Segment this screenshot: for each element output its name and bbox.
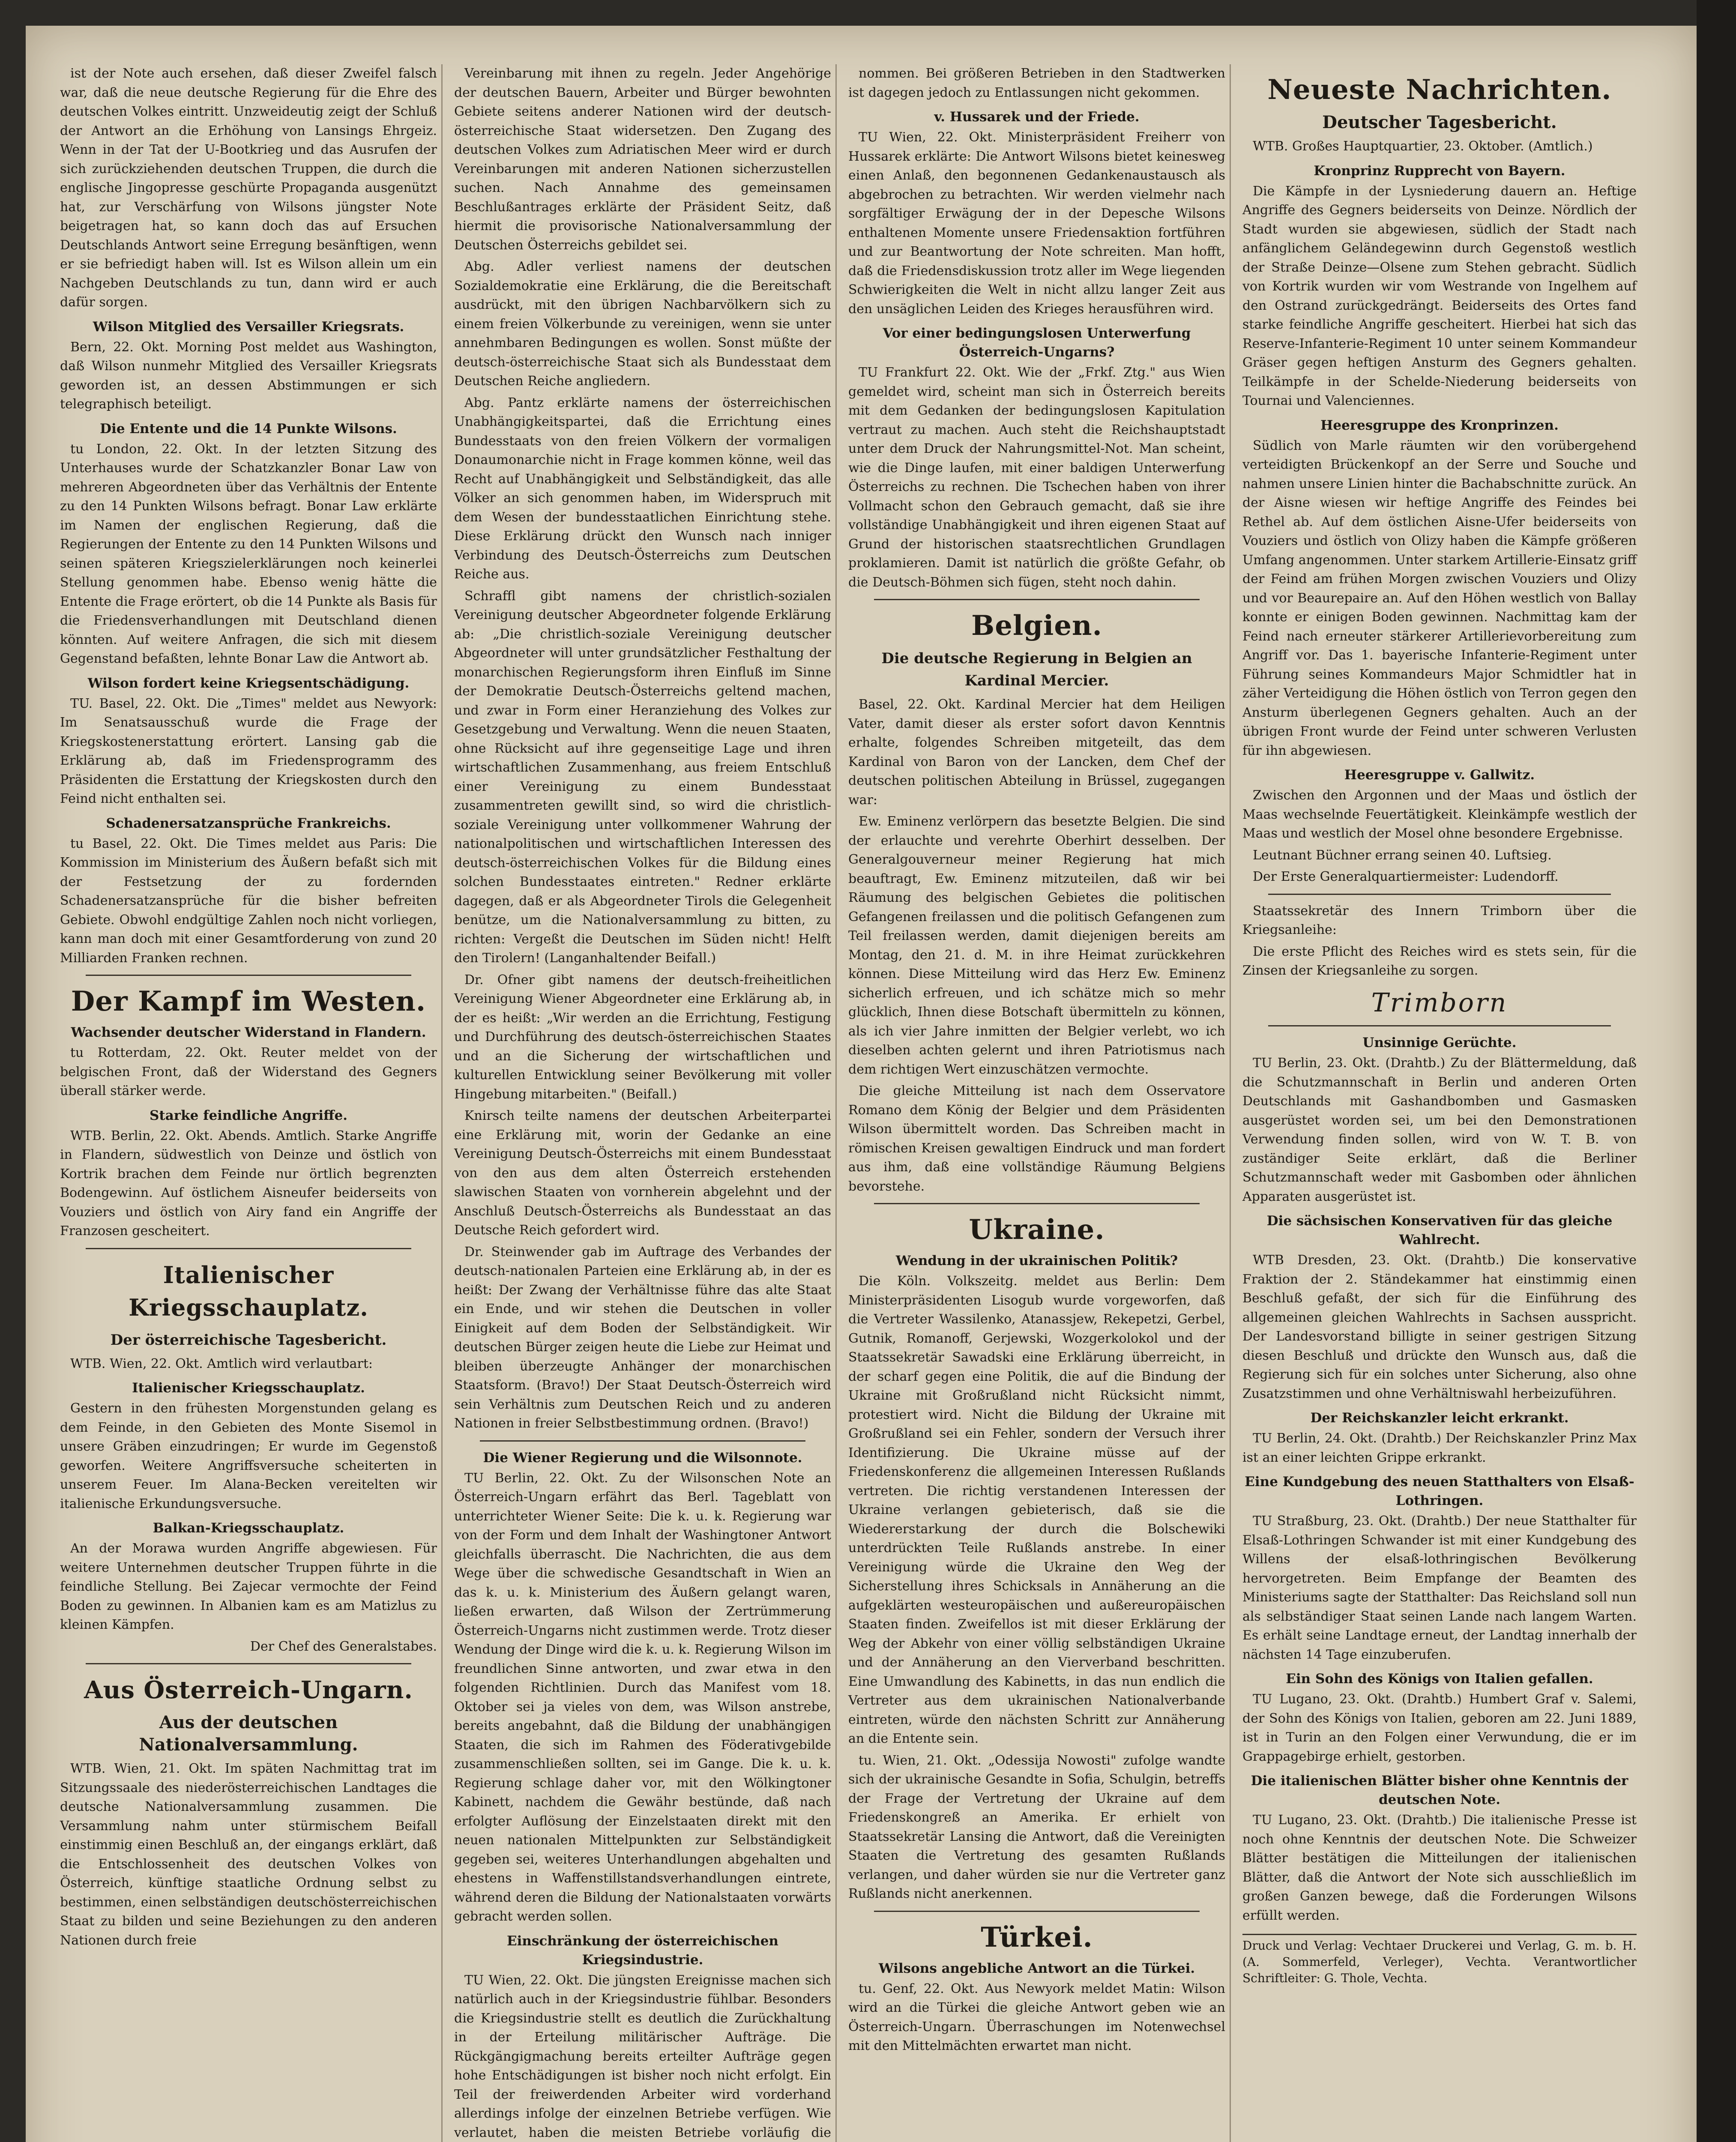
divider [1268,894,1611,895]
headline: Die Entente und die 14 Punkte Wilsons. [100,421,397,437]
paragraph: tu. Wien, 21. Okt. „Odessija Nowosti" zufolge wandte sich der ukrainische Gesandte in Sofia, Schulgin, betreffs der Frage der Vertretung der Ukraine auf dem Friedenskongreß an Amerika. Er erhielt von Staatssekretär Lansing die Antwort, daß die Vereinigten Staaten die Vertretung des gesamten Rußlands verlangen, und daher würden sie nur die Vertreter ganz Rußlands nicht anerkennen. [848,1753,1225,1901]
subheadline: Wilsons angebliche Antwort an die Türkei. [878,1960,1195,1976]
column-4 [1242,64,1637,1986]
headline: Unsinnige Gerüchte. [1362,1035,1517,1050]
column-1 [60,64,437,1953]
column-3 [848,64,1225,2058]
paragraph: Vereinbarung mit ihnen zu regeln. Jeder Angehörige der deutschen Bauern, Arbeiter und Bürger bewohnten Gebiete seitens anderer Nationen wird der deutsch-österreichische Staat widersetzen. Den Zugang des deutschen Volkes zum Adriatischen Meer wird er durch Vereinbarungen mit anderen Nationen sicherzustellen suchen. Nach Annahme des gemeinsamen Beschlußantrages erklärte der Präsident Seitz, daß hiermit die provisorische Nationalversammlung der Deutschen Österreichs gebildet sei. [454,66,831,253]
subheadline: Wendung in der ukrainischen Politik? [895,1253,1178,1268]
headline: Eine Kundgebung des neuen Statthalters von Elsaß-Lothringen. [1245,1474,1634,1508]
paragraph: Dr. Ofner gibt namens der deutsch-freiheitlichen Vereinigung Wiener Abgeordneter eine Erklärung ab, in der es heißt: „Wir werden an die Errichtung, Festigung und Durchführung des deutsch-österreichischen Staates und an die Sicherung der wirtschaftlichen und kulturellen Entwicklung seiner Bevölkerung mit voller Hingebung mitarbeiten." (Beifall.) [454,972,831,1102]
paragraph: TU Berlin, 23. Okt. (Drahtb.) Zu der Blättermeldung, daß die Schutzmannschaft in Berlin und anderen Orten Deutschlands mit Gashandbomben und Gasmasken ausgerüstet worden sei, um bei den Demonstrationen Verwendung finden sollen, wird von W. T. B. von zuständiger Seite erklärt, daß die Berliner Schutzmannschaft weder mit Gasbomben oder ähnlichen Apparaten ausgerüstet ist. [1242,1056,1637,1204]
headline: Heeresgruppe v. Gallwitz. [1344,767,1535,783]
column-2 [454,64,831,2142]
paragraph: Zwischen den Argonnen und der Maas und östlich der Maas wechselnde Feuertätigkeit. Kleinkämpfe westlich der Maas und westlich der Mosel ohne besondere Ergebnisse. [1242,788,1637,841]
divider [874,599,1200,600]
divider [86,1248,411,1249]
paragraph: TU Frankfurt 22. Okt. Wie der „Frkf. Ztg." aus Wien gemeldet wird, scheint man sich in Österreich bereits mit dem Gedanken der bedingungslosen Kapitulation vertraut zu machen. Auch steht die Reichshauptstadt unter dem Druck der Nahrungsmittel-Not. Man scheint, wie die Dinge laufen, mit einer baldigen Unterwerfung Österreichs zu rechnen. Die Tschechen haben von ihrer Vollmacht schon den Gebrauch gemacht, daß sie ihre vollständige Unabhängigkeit und ihren eigenen Staat auf Grund der historischen staatsrechtlichen Grundlagen proklamieren. Damit ist natürlich die größte Gefahr, ob die Deutsch-Böhmen sich fügen, steht noch dahin. [848,365,1225,590]
paragraph: An der Morawa wurden Angriffe abgewiesen. Für weitere Unternehmen deutscher Truppen führte in die feindliche Stellung. Bei Zajecar vermochte der Feind Boden zu gewinnen. In Albanien kam es am Matizlus zu kleinen Kämpfen. [60,1541,437,1632]
divider [480,1440,805,1442]
headline: Starke feindliche Angriffe. [150,1107,347,1123]
subheadline: Der österreichische Tagesbericht. [110,1331,387,1349]
headline: Wilson fordert keine Kriegsentschädigung. [87,675,410,691]
paragraph: Knirsch teilte namens der deutschen Arbeiterpartei eine Erklärung mit, worin der Gedanke an eine Vereinigung Deutsch-Österreichs mit einem Bundesstaat von den aus dem alten Österreich erstehenden slawischen Staaten von vornherein abgelehnt und der Anschluß Deutsch-Österreichs als Bundesstaat an das Deutsche Reich gefordert wird. [454,1108,831,1238]
paragraph: Ew. Eminenz verlörpern das besetzte Belgien. Die sind der erlauchte und verehrte Oberhirt desselben. Der Generalgouverneur meiner Regierung hat mich beauftragt, Ew. Eminenz mitzuteilen, daß wir bei Räumung des belgischen Gebietes die politischen Gefangenen freilassen und die politisch Gefangenen zum Teil freilassen werden, damit diejenigen bereits am Montag, den 21. d. M. in ihre Heimat zurückkehren können. Diese Mitteilung wird das Herz Ew. Eminenz sicherlich erfreuen, und ich schätze mich so mehr glücklich, Ihnen diese Botschaft übermitteln zu können, als ich vier Jahre inmitten der Belgier verlebt, wo ich dieselben achten gelernt und ihren Patriotismus nach dem richtigen Wert einzuschätzen vermochte. [848,814,1225,1077]
headline: Kronprinz Rupprecht von Bayern. [1314,163,1565,179]
paragraph: nommen. Bei größeren Betrieben in den Stadtwerken ist dagegen jedoch zu Entlassungen nicht gekommen. [848,66,1225,100]
paragraph: Die Kämpfe in der Lysniederung dauern an. Heftige Angriffe des Gegners beiderseits von Deinze. Nördlich der Stadt wurden sie abgewiesen, südlich der Stadt nach anfänglichem Geländegewinn durch Gegenstoß westlich der Straße Deinze—Olsene zum Stehen gebracht. Südlich von Kortrik wurden wir vom Westrande von Ingelhem auf den Ostrand zurückgedrängt. Beiderseits des Ortes fand starke feindliche Angriffe gescheitert. Hierbei hat sich das Reserve-Infanterie-Regiment 10 unter seinem Kommandeur Gräser gegen heftigen Ansturm des Gegners gehalten. Teilkämpfe in der Schelde-Niederung beiderseits von Tournai und Valenciennes. [1242,183,1637,408]
subheadline: Deutscher Tagesbericht. [1322,112,1557,132]
paragraph: Abg. Pantz erklärte namens der österreichischen Unabhängigkeitspartei, daß die Errichtung eines Bundesstaats von den freien Völkern der vormaligen Donaumonarchie nicht in Frage kommen könne, weil das Recht auf Unabhängigkeit und Selbständigkeit, das alle Völker an sich genommen haben, im Widerspruch mit dem Wesen der bundesstaatlichen Einrichtung stehe. Diese Erklärung drückt den Wunsch nach inniger Verbindung des Deutsch-Österreichs zum Deutschen Reiche aus. [454,395,831,582]
subheadline: Wachsender deutscher Widerstand in Flandern. [71,1025,426,1040]
paragraph: TU Berlin, 22. Okt. Zu der Wilsonschen Note an Österreich-Ungarn erfährt das Berl. Tageblatt von unterrichteter Wiener Seite: Die k. u. k. Regierung war von der Form und dem Inhalt der Washingtoner Antwort gleichfalls überrascht. Die Nachrichten, die aus dem Wege über die schwedische Gesandtschaft in Wien an das k. u. k. Ministerium des Äußern gelangt waren, ließen erwarten, daß Wilson der Zertrümmerung Österreich-Ungarns nicht zustimmen werde. Trotz dieser Wendung der Dinge wird die k. u. k. Regierung Wilson im freundlichen Sinne antworten, und zwar etwa in den folgenden Richtlinien. Durch das Manifest vom 18. Oktober sei ja vieles von dem, was Wilson anstrebe, bereits angebahnt, daß die Bildung der unabhängigen Staaten, die sich im Rahmen des Föderativgebilde zusammenschließen sollten, sei im Gange. Die k. u. k. Regierung schlage daher vor, mit den Wölkingtoner Kabinett, nachdem die Gewähr bestünde, daß nach erfolgter Auflösung der Einzelstaaten direkt mit den neuen nationalen Mittelpunkten zur Selbständigkeit gegeben sei, weiteres Unterhandlungen abgehalten und ehestens in Waffenstillstandsverhandlungen eintrete, während deren die Bildung der Nationalstaaten vorwärts gebracht werden sollen. [454,1470,831,1924]
paragraph: Schraffl gibt namens der christlich-sozialen Vereinigung deutscher Abgeordneter folgende Erklärung ab: „Die christlich-soziale Vereinigung deutscher Abgeordneter will unter grundsätzlicher Festhaltung der monarchischen Regierungsform ihren Einfluß im Sinne der Demokratie Deutsch-Österreichs geltend machen, und zwar in Form einer Heranziehung des Volkes zur Gesetzgebung und Verwaltung. Wenn die neuen Staaten, ohne Rücksicht auf ihre gegenseitige Lage und ihren wirtschaftlichen Zusammenhang, aus freiem Entschluß einer Vereinigung zu einem Bundesstaat zusammentreten gewillt sind, so wird die christlich-soziale Vereinigung unter vollkommener Wahrung der nationalpolitischen und wirtschaftlichen Interessen des deutsch-österreichischen Volkes für die Bildung eines solchen Bundesstaates eintreten." Redner erklärte dagegen, daß er als Abgeordneter Tirols die Gelegenheit benütze, um die Nationalversammlung zu bitten, zu richten: Vergeßt die Deutschen im Süden nicht! Helft den Tirolern! (Langanhaltender Beifall.) [454,588,831,966]
headline: v. Hussarek und der Friede. [934,109,1140,125]
section-title: Neueste Nachrichten. [1267,74,1612,106]
paragraph: Leutnant Büchner errang seinen 40. Luftsieg. [1253,847,1552,863]
paragraph: Südlich von Marle räumten wir den vorübergehend verteidigten Brückenkopf an der Serre und Souche und nahmen unsere Linien hinter die Bachabschnitte zurück. An der Aisne wiesen wir heftige Angriffe des Feindes bei Rethel ab. Auf dem östlichen Aisne-Ufer beiderseits von Vouziers und östlich von Olizy haben die Kämpfe größeren Umfang angenommen. Unter starkem Artillerie-Einsatz griff der Feind am frühen Morgen zwischen Vouziers und Olizy und vor Beaurepaire an. Auf den Höhen westlich von Ballay konnte er einigen Boden gewinnen. Nachmittag kam der Feind nach erneuter stärkerer Artillerievorbereitung zum Angriff vor. Das 1. bayerische Infanterie-Regiment unter Führung seines Kommandeurs Major Schmidtler hat in zäher Verteidigung die Höhen östlich von Terron gegen den Ansturm überlegenen Gegners gehalten. Auch an der übrigen Front wurde der Feind unter schweren Verlusten für ihn abgewiesen. [1242,438,1637,758]
divider [1268,1025,1611,1026]
divider [874,1203,1200,1204]
paragraph: Die gleiche Mitteilung ist nach dem Osservatore Romano dem König der Belgier und dem Präsidenten Wilson übermittelt worden. Das Schreiben macht in römischen Kreisen gewaltigen Eindruck und man fordert aus ihm, daß eine vollständige Räumung Belgiens bevorstehe. [848,1083,1225,1194]
paragraph: TU Wien, 22. Okt. Ministerpräsident Freiherr von Hussarek erklärte: Die Antwort Wilsons bietet keinesweg einen Anlaß, den begonnenen Gedankenaustausch als abgebrochen zu betrachten. Wir werden vielmehr nach sorgfältiger Erwägung der in der Depesche Wilsons enthaltenen Momente unsere Friedensaktion fortführen und zur Beantwortung der Note schreiten. Man hofft, daß die Friedensdiskussion trotz aller im Wege liegenden Schwierigkeiten die Welt in nicht allzu langer Zeit aus den unsäglichen Leiden des Krieges herausführen wird. [848,130,1225,317]
divider [874,1911,1200,1912]
paragraph: TU Wien, 22. Okt. Die jüngsten Ereignisse machen sich natürlich auch in der Kriegsindustrie fühlbar. Besonders die Kriegsindustrie stellt es deutlich die Zurückhaltung in der Erteilung militärischer Aufträge. Die Rückgängigmachung bereits erteilter Aufträge gegen hohe Entschädigungen ist bisher noch nicht erfolgt. Ein Teil der freiwerdenden Arbeiter wird vorderhand allerdings infolge der einzelnen Betriebe verfügen. Wie verlautet, haben die meisten Betriebe vorläufig die [454,1972,831,2140]
headline: Der Reichskanzler leicht erkrankt. [1310,1410,1569,1426]
column-rule [441,64,443,2142]
section-title: Aus Österreich-Ungarn. [84,1676,413,1704]
headline: Ein Sohn des Königs von Italien gefallen. [1286,1671,1593,1687]
paragraph: TU. Basel, 22. Okt. Die „Times" meldet aus Newyork: Im Senatsausschuß wurde die Frage der Kriegskostenerstattung erörtert. Lansing gab die Erklärung ab, daß im Friedensprogramm des Präsidenten die Erstattung der Kriegskosten durch den Feind nicht enthalten sei. [60,696,437,806]
paragraph: TU Lugano, 23. Okt. (Drahtb.) Humbert Graf v. Salemi, der Sohn des Königs von Italien, geboren am 22. Juni 1889, ist in Turin an den Folgen einer Verwundung, die er im Grappagebirge erhielt, gestorben. [1242,1692,1637,1764]
paragraph: tu London, 22. Okt. In der letzten Sitzung des Unterhauses wurde der Schatzkanzler Bonar Law von mehreren Abgeordneten über das Verhältnis der Entente zu den 14 Punkten Wilsons befragt. Bonar Law erklärte im Namen der englischen Regierung, daß die Regierungen der Entente zu den 14 Punkten Wilsons und seinen späteren Kriegszielerklärungen noch keinerlei Stellung genommen habe. Ebenso wenig hätte die Entente die Frage erörtert, ob die 14 Punkte als Basis für die Friedensverhandlungen mit Deutschland dienen könnten. Auf weitere Anfragen, die sich mit diesem Gegenstand befaßten, lehnte Bonar Law die Antwort ab. [60,441,437,666]
headline: Die sächsischen Konservativen für das gleiche Wahlrecht. [1266,1213,1613,1248]
paragraph: Staatssekretär des Innern Trimborn über die Kriegsanleihe: [1242,903,1637,937]
headline: Schadenersatzansprüche Frankreichs. [106,815,391,831]
headline: Einschränkung der österreichischen Kriegsindustrie. [507,1933,778,1968]
handwritten-signature: Trimborn [1371,987,1508,1018]
column-rule [1230,64,1231,2142]
paragraph: tu. Genf, 22. Okt. Aus Newyork meldet Matin: Wilson wird an die Türkei die gleiche Antwort geben wie an Österreich-Ungarn. Überraschungen im Notenwechsel mit den Mittelmächten erwartet man nicht. [848,1981,1225,2053]
section-title: Italienischer Kriegsschauplatz. [129,1261,368,1321]
paragraph: Bern, 22. Okt. Morning Post meldet aus Washington, daß Wilson nunmehr Mitglied des Versailler Kriegsrats geworden ist, an dessen Abstimmungen er sich telegraphisch beteiligt. [60,339,437,412]
paragraph: tu Rotterdam, 22. Okt. Reuter meldet von der belgischen Front, daß der Widerstand des Gegners überall stärker werde. [60,1045,437,1098]
paragraph: WTB. Berlin, 22. Okt. Abends. Amtlich. Starke Angriffe in Flandern, südwestlich von Deinze und östlich von Kortrik brachen dem Feinde nur örtlich begrenzten Bodengewinn. Auf östlichem Aisneufer beiderseits von Vouziers und östlich von Airy fand ein Angriffe der Franzosen gescheitert. [60,1128,437,1239]
section-title: Belgien. [971,610,1102,642]
paragraph: Gestern in den frühesten Morgenstunden gelang es dem Feinde, in den Gebieten des Monte Sisemol in unsere Gräben einzudringen; Er wurde im Gegenstoß geworfen. Weitere Angriffsversuche scheiterten in unserem Feuer. Im Alana-Becken vereitelten wir italienische Erkundungsversuche. [60,1401,437,1511]
paragraph: Die erste Pflicht des Reiches wird es stets sein, für die Zinsen der Kriegsanleihe zu sorgen. [1242,944,1637,978]
headline: Balkan-Kriegsschauplatz. [153,1520,344,1536]
paragraph: Basel, 22. Okt. Kardinal Mercier hat dem Heiligen Vater, damit dieser als erster sofort davon Kenntnis erhalte, folgendes Schreiben mitgeteilt, das dem Kardinal von Baron von der Lancken, dem Chef der deutschen politischen Abteilung in Brüssel, zugegangen war: [848,697,1225,808]
paragraph: tu Basel, 22. Okt. Die Times meldet aus Paris: Die Kommission im Ministerium des Äußern befaßt sich mit der Festsetzung der zu fordernden Schadenersatzansprüche für die bisher befreiten Gebiete. Obwohl endgültige Zahlen noch nicht vorliegen, kann man doch mit einer Gesamtforderung von zund 20 Milliarden Franken rechnen. [60,836,437,966]
paragraph: WTB. Wien, 22. Okt. Amtlich wird verlautbart: [70,1356,373,1371]
headline: Heeresgruppe des Kronprinzen. [1320,417,1559,433]
headline: Wilson Mitglied des Versailler Kriegsrats. [93,319,404,335]
paragraph: Dr. Steinwender gab im Auftrage des Verbandes der deutsch-nationalen Parteien eine Erklärung ab, in der es heißt: Der Zwang der Verhältnisse führe das alte Staat ein Ende, und wir stehen die Deutschen in voller Einigkeit auf dem Boden der Selbständigkeit. Wir deutschen Bürger zeigen heute die Liebe zur Heimat und bleiben überzeugte Anhänger der monarchischen Staatsform. (Bravo!) Der Staat Deutsch-Österreich wird sein Verhältnis zum Deutschen Reich und zu anderen Nationen in freier Selbstbestimmung ordnen. (Bravo!) [454,1244,831,1431]
subheadline: Aus der deutschen Nationalversammlung. [139,1712,358,1755]
headline: Italienischer Kriegsschauplatz. [132,1380,365,1396]
paragraph: Der Erste Generalquartiermeister: Ludendorff. [1253,869,1559,884]
paragraph: Die Köln. Volkszeitg. meldet aus Berlin: Dem Ministerpräsidenten Lisogub wurde vorgeworfen, daß die Vertreter Wassilenko, Atanassjew, Rekepetzi, Gerbel, Gutnik, Romanoff, Gerjewski, Wozgerkolokol und der Staatssekretär Sawadski eine Erklärung überreicht, in der scharf gegen eine Politik, die auf die Bindung der Ukraine mit Großrußland nicht Rücksicht nimmt, protestiert wird. Nicht die Bildung der Ukraine mit Großrußland sei ein Fehler, sondern der Versuch ihrer Identifizierung. Die Ukraine müsse auf der Friedenskonferenz die allgemeinen Interessen Rußlands vertreten. Die richtig verstandenen Interessen der Ukraine verlangen gebieterisch, daß sie die Wiedererstarkung der durch die Bolschewiki unterdrückten Teile Rußlands anstrebe. In einer Vereinigung würde die Ukraine den Weg der Sicherstellung ihres Schicksals in Annäherung an die aufgeklärten westeuropäischen und außereuropäischen Staaten finden. Zweifellos ist mit dieser Erklärung der Weg der Abkehr von einer völlig selbständigen Ukraine und der Annäherung an den Vierverband beschritten. Eine Umwandlung des Kabinetts, in das nun endlich die Vertreter aus dem ukrainischen Nationalverbande eintreten, würde den nächsten Schritt zur Annäherung an die Entente sein. [848,1274,1225,1746]
paragraph: Abg. Adler verliest namens der deutschen Sozialdemokratie eine Erklärung, die die Bereitschaft ausdrückt, mit den übrigen Nachbarvölkern sich zu einem freien Völkerbunde zu vereinigen, wenn sie unter annehmbaren Bedingungen es wollen. Sonst müßte der deutsch-österreichische Staat sich als Bundesstaat dem Deutschen Reiche angliedern. [454,259,831,389]
paragraph: TU Lugano, 23. Okt. (Drahtb.) Die italienische Presse ist noch ohne Kenntnis der deutschen Note. Die Schweizer Blätter bestätigen die Mitteilungen der italienischen Blätter, daß die Antwort der Note sich ausschließlich im großen Ganzen bewege, daß die Forderungen Wilsons erfüllt werden. [1242,1813,1637,1923]
headline: Vor einer bedingungslosen Unterwerfung Österreich-Ungarns? [883,326,1191,360]
divider [86,975,411,976]
paragraph: ist der Note auch ersehen, daß dieser Zweifel falsch war, daß die neue deutsche Regierung für die Ehre des deutschen Volkes eintritt. Unzweideutig zeigt der Schluß der Antwort an die Erhöhung von Lansings Ehrgeiz. Wenn in der Tat der U-Bootkrieg und das Ausrufen der sich zurückziehenden deutschen Truppen, die durch die englische Jingopresse geschürte Propaganda ausgenützt hat, zur Verschärfung von Wilsons jüngster Note beigetragen hat, so kann doch das auf Ersuchen Deutschlands Antwort seine Erregung besänftigen, wenn er sie befriedigt haben will. Ist es Wilson allein um ein Nachgeben Deutschlands zu tun, dann wird er auch dafür sorgen. [60,66,437,310]
paragraph: WTB. Großes Hauptquartier, 23. Oktober. (Amtlich.) [1253,139,1593,154]
section-title: Ukraine. [969,1214,1105,1246]
paragraph: WTB. Wien, 21. Okt. Im späten Nachmittag trat im Sitzungssaale des niederösterreichischen Landtages die deutsche Nationalversammlung zusammen. Die Versammlung nahm unter stürmischem Beifall einstimmig einen Beschluß an, der eingangs erklärt, daß die Entschlossenheit des deutschen Volkes von Österreich, künftige staatliche Ordnung selbst zu bestimmen, einen selbständigen deutschösterreichischen Staat zu bilden und seine Beziehungen zu den anderen Nationen durch freie [60,1761,437,1948]
section-title: Der Kampf im Westen. [71,985,426,1017]
imprint: Druck und Verlag: Vechtaer Druckerei und Verlag, G. m. b. H. (A. Sommerfeld, Verleger), Vechta. Verantwortlicher Schriftleiter: G. Thole, Vechta. [1242,1934,1637,1986]
paragraph: TU Berlin, 24. Okt. (Drahtb.) Der Reichskanzler Prinz Max ist an einer leichten Grippe erkrankt. [1242,1431,1637,1465]
paragraph: TU Straßburg, 23. Okt. (Drahtb.) Der neue Statthalter für Elsaß-Lothringen Schwander ist mit einer Kundgebung des Willens der elsaß-lothringischen Bevölkerung hervorgetreten. Beim Empfange der Beamten des Ministeriums sagte der Statthalter: Das Reichsland soll nun als selbständiger Staat seinen Lande nach langem Warten. Es erhält seine Landtage erneut, der Landtag innerhalb der nächsten 14 Tage einzuberufen. [1242,1514,1637,1662]
byline: Der Chef des Generalstabes. [250,1639,437,1654]
column-rule [835,64,837,2142]
paragraph: WTB Dresden, 23. Okt. (Drahtb.) Die konservative Fraktion der 2. Ständekammer hat einstimmig einen Beschluß gefaßt, der sich für die Einführung des allgemeinen gleichen Wahlrechts in Sachsen ausspricht. Der Landesvorstand billigte in seiner gestrigen Sitzung diesen Beschluß und drückte den Wunsch aus, daß die Regierung sich für ein solches unter Sicherung, also ohne Zusatzstimmen und ohne Verhältniswahl herbeizuführen. [1242,1253,1637,1401]
headline: Die italienischen Blätter bisher ohne Kenntnis der deutschen Note. [1251,1773,1628,1807]
section-title: Türkei. [981,1921,1093,1954]
book-spine-shadow [1697,0,1736,2142]
headline: Die Wiener Regierung und die Wilsonnote. [483,1450,802,1466]
divider [86,1663,411,1664]
subheadline: Die deutsche Regierung in Belgien an Kardinal Mercier. [881,650,1192,689]
